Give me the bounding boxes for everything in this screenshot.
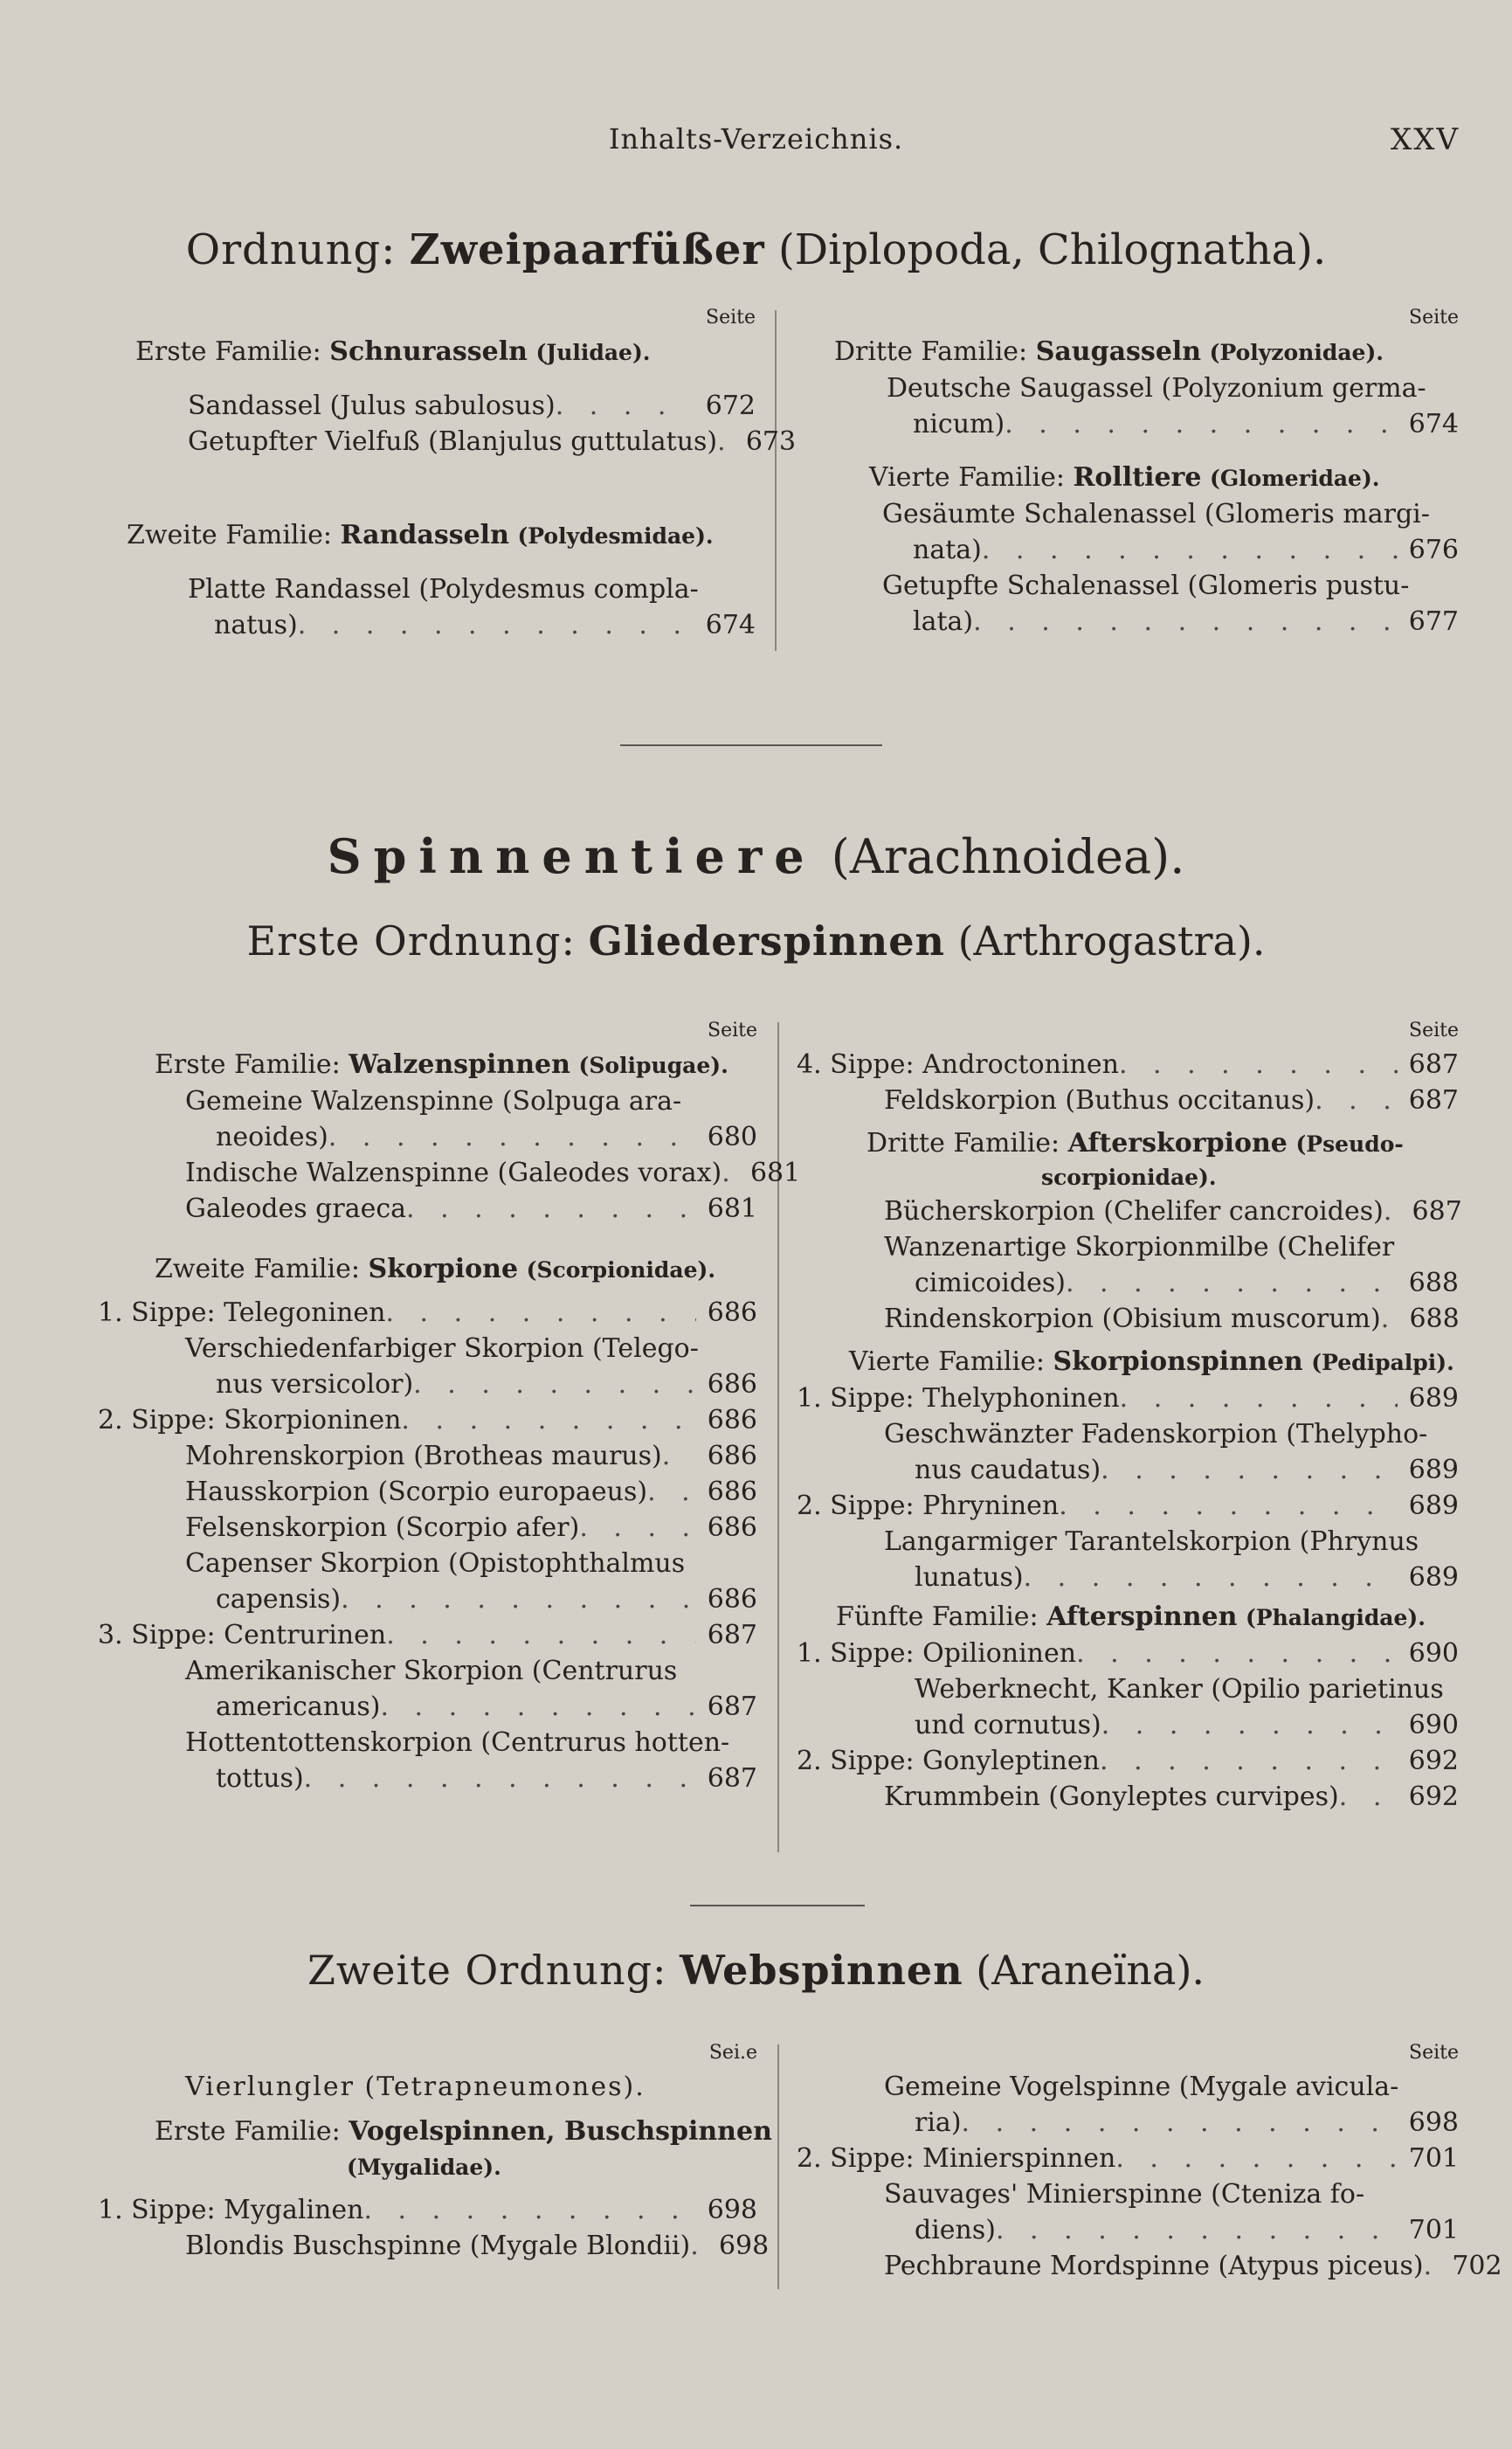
entry-text: Rindenskorpion (Obisium muscorum): [884, 1304, 1381, 1334]
entry-page: 673: [745, 426, 797, 457]
family-label: Fünfte Familie:: [836, 1602, 1039, 1632]
family-label: Zweite Familie:: [127, 520, 332, 550]
section3-title-latin: (Araneïna).: [976, 1947, 1205, 1994]
family-heading: [135, 334, 756, 370]
entry-text: nus versicolor): [216, 1369, 414, 1400]
entry-text: 1. Sippe: Thelyphoninen: [797, 1383, 1120, 1414]
entry-page: 687: [1408, 1049, 1459, 1080]
entry-page: 686: [707, 1369, 757, 1400]
column-divider: [777, 2044, 779, 2289]
toc-entry[interactable]: [797, 2141, 1459, 2176]
toc-entry[interactable]: [98, 2228, 770, 2264]
entry-text: nicum): [913, 409, 1005, 439]
entry-page: 689: [1408, 1455, 1459, 1485]
family-name: Skorpionspinnen: [1053, 1346, 1303, 1377]
class-title-main: Spinnentiere: [327, 828, 817, 884]
section2-title-prefix: Erste Ordnung:: [246, 917, 576, 965]
family-heading: [797, 1599, 1459, 1636]
family-latin-cont: scorpionidae).: [1041, 1165, 1217, 1190]
entry-page: 687: [1412, 1196, 1462, 1227]
toc-entry-line[interactable]: Weberknecht, Kanker (Opilio parietinus: [915, 1674, 1444, 1705]
section1-title-main: Zweipaarfüßer: [409, 225, 765, 274]
family-heading: [834, 334, 1459, 370]
family-label: Vierte Familie:: [849, 1346, 1045, 1377]
family-name: Afterspinnen: [1046, 1602, 1238, 1632]
entry-page: 701: [1408, 2143, 1459, 2174]
entry-page: 687: [707, 1691, 757, 1722]
toc-entry[interactable]: [98, 1402, 757, 1438]
entry-text: Felsenskorpion (Scorpio afer): [185, 1512, 580, 1543]
toc-entry[interactable]: [98, 1119, 757, 1155]
toc-entry[interactable]: [797, 2248, 1502, 2284]
family-latin: (Pedipalpi).: [1311, 1350, 1454, 1375]
toc-entry-line[interactable]: Sauvages' Minierspinne (Cteniza fo-: [884, 2179, 1365, 2210]
toc-entry[interactable]: [135, 388, 756, 424]
section3-left-column: [98, 2042, 772, 2264]
section2-title-latin: (Arthrogastra).: [957, 917, 1266, 965]
toc-entry-line[interactable]: Getupfte Schalenassel (Glomeris pustu-: [882, 571, 1410, 601]
toc-entry[interactable]: [797, 1193, 1462, 1229]
toc-entry-line[interactable]: Gesäumte Schalenassel (Glomeris margi-: [882, 499, 1430, 529]
family-latin: (Solipugae).: [578, 1053, 728, 1078]
family-label: Dritte Familie:: [834, 336, 1028, 367]
section2-title: [0, 917, 1512, 965]
toc-entry[interactable]: [98, 1474, 757, 1510]
family-latin: (Polydesmidae).: [517, 523, 714, 549]
toc-entry-line[interactable]: Amerikanischer Skorpion (Centrurus: [185, 1656, 678, 1686]
family-label: Zweite Familie:: [155, 1254, 360, 1284]
toc-entry[interactable]: [797, 1265, 1459, 1301]
family-heading: [98, 1047, 757, 1083]
section-divider: [620, 744, 882, 746]
toc-entry[interactable]: [797, 1707, 1459, 1743]
class-title: [0, 828, 1512, 884]
entry-page: 692: [1408, 1746, 1459, 1776]
entry-page: 680: [707, 1122, 757, 1152]
entry-page: 681: [749, 1158, 801, 1188]
entry-text: neoides): [216, 1122, 328, 1152]
section3-right-column: [797, 2042, 1502, 2284]
toc-entry[interactable]: [797, 1560, 1459, 1595]
family-name: Saugasseln: [1035, 336, 1202, 367]
toc-entry[interactable]: [797, 1083, 1459, 1118]
family-heading: [98, 1251, 757, 1288]
section3-title-prefix: Zweite Ordnung:: [307, 1947, 667, 1994]
entry-page: 690: [1408, 1710, 1459, 1740]
toc-entry-line[interactable]: Verschiedenfarbiger Skorpion (Telego-: [185, 1333, 699, 1364]
family-name: Rolltiere: [1073, 462, 1202, 493]
section1-left-column: [127, 307, 797, 643]
entry-page: 686: [707, 1441, 757, 1471]
section-divider: [690, 1905, 865, 1906]
family-label: Erste Familie:: [135, 336, 321, 367]
section2-title-main: Gliederspinnen: [588, 917, 945, 965]
seite-label: Seite: [1409, 2042, 1459, 2064]
toc-entry[interactable]: [98, 1761, 757, 1796]
entry-page: 702: [1452, 2251, 1502, 2281]
family-latin: (Pseudo-: [1295, 1131, 1404, 1157]
toc-entry-line[interactable]: Deutsche Saugassel (Polyzonium germa-: [887, 373, 1426, 404]
entry-page: 689: [1408, 1562, 1459, 1593]
toc-entry[interactable]: [135, 424, 797, 460]
family-latin: (Phalangidae).: [1245, 1605, 1426, 1630]
toc-entry[interactable]: [797, 1301, 1459, 1337]
entry-text: 4. Sippe: Androctoninen: [797, 1049, 1119, 1080]
seite-label: Sei.e: [708, 2042, 757, 2064]
entry-text: Bücherskorpion (Chelifer cancroides): [884, 1196, 1384, 1227]
class-title-latin: (Arachnoidea).: [831, 829, 1185, 884]
family-latin: (Polyzonidae).: [1209, 340, 1384, 365]
toc-entry[interactable]: [797, 1380, 1459, 1416]
entry-text: tottus): [216, 1763, 304, 1794]
entry-page: 701: [1408, 2215, 1459, 2245]
entry-page: 686: [707, 1297, 757, 1328]
entry-text: Feldskorpion (Buthus occitanus): [884, 1085, 1315, 1116]
section1-title: [0, 225, 1512, 274]
entry-text: 2. Sippe: Skorpioninen: [98, 1405, 402, 1436]
entry-text: Indische Walzenspinne (Galeodes vorax): [185, 1158, 722, 1188]
entry-page: 688: [1408, 1268, 1459, 1298]
family-heading: [797, 1344, 1459, 1380]
family-label: Dritte Familie:: [866, 1128, 1060, 1159]
entry-text: nata): [913, 535, 982, 565]
entry-text: und cornutus): [915, 1710, 1101, 1740]
entry-text: 1. Sippe: Opilioninen: [797, 1638, 1077, 1669]
toc-entry-line[interactable]: Hottentottenskorpion (Centrurus hotten-: [185, 1727, 730, 1758]
entry-page: 692: [1408, 1781, 1459, 1812]
toc-entry-line[interactable]: Langarmiger Tarantelskorpion (Phrynus: [884, 1526, 1419, 1557]
entry-page: 698: [1408, 2107, 1459, 2138]
entry-page: 676: [1408, 535, 1459, 565]
entry-text: 3. Sippe: Centrurinen: [98, 1620, 387, 1650]
column-divider: [775, 310, 777, 651]
entry-page: 674: [705, 610, 756, 640]
toc-entry[interactable]: [98, 1438, 757, 1474]
family-name: Skorpione: [368, 1254, 519, 1284]
entry-text: 2. Sippe: Gonyleptinen: [797, 1746, 1101, 1776]
toc-entry[interactable]: [98, 1510, 757, 1546]
toc-entry[interactable]: [98, 1155, 801, 1191]
entry-page: 686: [707, 1477, 757, 1507]
entry-text: capensis): [216, 1584, 342, 1615]
entry-text: Krummbein (Gonyleptes curvipes): [884, 1781, 1339, 1812]
family-label: Vierte Familie:: [869, 462, 1065, 493]
family-heading: [797, 1125, 1459, 1162]
toc-entry[interactable]: [834, 532, 1459, 568]
entry-text: Sandassel (Julus sabulosus): [188, 391, 556, 421]
section2-right-column: [797, 1020, 1462, 1815]
toc-entry[interactable]: [98, 1191, 757, 1227]
toc-entry-line[interactable]: Gemeine Walzenspinne (Solpuga ara-: [185, 1086, 682, 1117]
entry-page: 698: [718, 2231, 770, 2261]
toc-entry[interactable]: [98, 1366, 757, 1402]
entry-text: Galeodes graeca: [185, 1193, 407, 1224]
entry-text: 1. Sippe: Mygalinen: [98, 2195, 364, 2225]
toc-entry[interactable]: [98, 1581, 757, 1617]
section3-title-main: Webspinnen: [680, 1947, 963, 1994]
entry-text: 1. Sippe: Telegoninen: [98, 1297, 386, 1328]
entry-text: Pechbraune Mordspinne (Atypus piceus): [884, 2251, 1424, 2281]
toc-entry-line[interactable]: Gemeine Vogelspinne (Mygale avicula-: [884, 2072, 1399, 2102]
seite-label: Seite: [1409, 1020, 1459, 1041]
family-latin: (Glomeridae).: [1210, 466, 1380, 491]
running-title: Inhalts-Verzeichnis.: [608, 122, 904, 156]
family-heading: [98, 2113, 772, 2149]
entry-page: 689: [1408, 1383, 1459, 1414]
entry-page: 688: [1409, 1304, 1460, 1334]
toc-entry[interactable]: [98, 1689, 757, 1725]
entry-text: 2. Sippe: Minierspinnen: [797, 2143, 1116, 2174]
entry-text: 2. Sippe: Phryninen: [797, 1491, 1060, 1521]
toc-entry[interactable]: [797, 2105, 1459, 2141]
toc-entry[interactable]: [135, 607, 756, 643]
entry-page: 687: [707, 1620, 757, 1650]
family-heading: [127, 517, 756, 554]
family-latin: (Scorpionidae).: [526, 1257, 716, 1283]
entry-page: 686: [707, 1512, 757, 1543]
family-name: Vogelspinnen, Buschspinnen: [349, 2116, 772, 2147]
entry-text: Getupfter Vielfuß (Blanjulus guttulatus): [188, 426, 718, 457]
family-latin: (Mygalidae).: [347, 2155, 501, 2180]
entry-text: Mohrenskorpion (Brotheas maurus): [185, 1441, 662, 1471]
toc-entry-line[interactable]: Platte Randassel (Polydesmus compla-: [188, 574, 699, 605]
toc-entry[interactable]: [834, 406, 1459, 442]
family-name: Afterskorpione: [1067, 1128, 1288, 1159]
entry-page: 681: [707, 1193, 757, 1224]
entry-page: 677: [1408, 606, 1459, 637]
entry-text: Blondis Buschspinne (Mygale Blondii): [185, 2231, 691, 2261]
entry-text: natus): [214, 610, 298, 640]
entry-text: diens): [915, 2215, 996, 2245]
toc-entry-line[interactable]: Geschwänzter Fadenskorpion (Thelypho-: [884, 1419, 1428, 1449]
toc-entry[interactable]: [797, 1743, 1459, 1779]
entry-text: lunatus): [915, 1562, 1024, 1593]
suborder-heading: Vierlungler (Tetrapneumones).: [185, 2072, 646, 2102]
entry-text: Hausskorpion (Scorpio europaeus): [185, 1477, 648, 1507]
entry-page: 674: [1408, 409, 1459, 439]
entry-page: 686: [707, 1405, 757, 1436]
section2-left-column: [98, 1020, 801, 1796]
entry-page: 686: [707, 1584, 757, 1615]
seite-label: Seite: [706, 307, 756, 329]
entry-page: 687: [1408, 1085, 1459, 1116]
seite-label: Seite: [708, 1020, 757, 1041]
family-label: Erste Familie:: [155, 2116, 341, 2147]
toc-entry[interactable]: [797, 1779, 1459, 1815]
entry-page: 687: [707, 1763, 757, 1794]
toc-entry[interactable]: [98, 2192, 757, 2228]
family-heading: [834, 460, 1459, 496]
section1-title-prefix: Ordnung:: [185, 225, 397, 274]
section1-title-latin: (Diplopoda, Chilognatha).: [777, 225, 1327, 274]
column-divider: [777, 1022, 779, 1852]
seite-label: Seite: [1409, 307, 1459, 329]
toc-entry[interactable]: [98, 1617, 757, 1653]
entry-text: americanus): [216, 1691, 381, 1722]
entry-text: nus caudatus): [915, 1455, 1101, 1485]
family-name: Schnurasseln: [329, 336, 528, 367]
entry-text: cimicoides): [915, 1268, 1066, 1298]
entry-page: 672: [705, 391, 756, 421]
family-latin: (Julidae).: [535, 340, 651, 365]
page-number: XXV: [1391, 122, 1460, 157]
family-name: Walzenspinnen: [349, 1049, 570, 1080]
family-label: Erste Familie:: [155, 1049, 341, 1080]
toc-entry[interactable]: [797, 2212, 1459, 2248]
toc-entry[interactable]: [797, 1452, 1459, 1488]
toc-entry-line[interactable]: Capenser Skorpion (Opistophthalmus: [185, 1548, 686, 1579]
section3-title: [0, 1947, 1512, 1994]
entry-page: 689: [1408, 1491, 1459, 1521]
entry-page: 698: [707, 2195, 757, 2225]
toc-entry[interactable]: [797, 1047, 1459, 1083]
toc-entry-line[interactable]: Wanzenartige Skorpionmilbe (Chelifer: [884, 1232, 1395, 1263]
toc-entry[interactable]: [834, 604, 1459, 640]
entry-page: 690: [1408, 1638, 1459, 1669]
toc-entry[interactable]: [98, 1295, 757, 1331]
toc-entry[interactable]: [797, 1636, 1459, 1671]
entry-text: ria): [915, 2107, 962, 2138]
entry-text: lata): [913, 606, 974, 637]
section1-right-column: [834, 308, 1459, 640]
family-name: Randasseln: [340, 520, 509, 550]
toc-entry[interactable]: [797, 1488, 1459, 1524]
